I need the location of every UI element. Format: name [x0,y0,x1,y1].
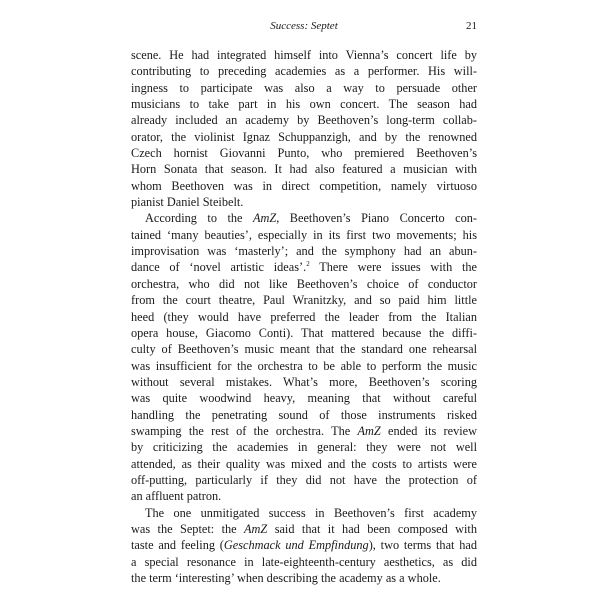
text-line: attended, as their quality was mixed and the costs to artists were [131,456,477,471]
text-line: ingness to participate was also a way to persuade other [131,80,477,95]
page-number: 21 [466,20,477,32]
text-line: off-putting, particularly if they did not have the protection of [131,472,477,487]
paragraph-1 [131,47,477,210]
paragraph-3 [131,505,477,587]
text-line: dance of ‘novel artistic ideas’.$^2$ There were issues with the [131,260,477,275]
paragraph-2 [131,210,477,504]
text-line: was quite woodwind heavy, meaning that without careful [131,391,477,406]
text-line: a special resonance in late-eighteenth-century aesthetics, as did [131,554,477,569]
text-line: without several mistakes. What’s more, Beethoven’s scoring [131,374,477,389]
book-page [131,18,477,586]
text-line: culty of Beethoven’s music meant that the standard one rehearsal [131,342,477,357]
text-line: orchestra, who did not like Beethoven’s choice of conductor [131,276,477,291]
footnote-marker: 2 [306,260,310,269]
text-line: the term ‘interesting’ when describing the academy as a whole. [131,571,441,585]
text-line: was the Septet: the AmZ said that it had been composed with [131,521,478,536]
text-line: tained ‘many beauties’, especially in its first two movements; his [131,227,477,242]
running-head [131,18,477,34]
text-line: by criticizing the academies in general: they were not well [131,440,477,455]
text-line: orator, the violinist Ignaz Schuppanzigh, and by the renowned [131,129,477,144]
text-line: was insufficient for the orchestra to be able to perform the music [131,358,477,373]
text-line: According to the AmZ, Beethoven’s Piano Concerto con- [145,211,477,226]
text-line: Horn Sonata that season. It had also featured a musician with [131,162,477,177]
running-title: Success: Septet [270,20,338,32]
italic-amz: AmZ [357,423,381,438]
text-line: opera house, Giacomo Conti). That mattered because the diffi- [131,325,477,340]
text-line: contributing to preceding academies as a performer. His will- [131,64,477,79]
text-line: handling the penetrating sound of those instruments risked [131,407,477,422]
text-line: pianist Daniel Steibelt. [131,195,244,210]
italic-german-phrase: Geschmack und Empfindung [223,538,369,553]
text-line: musicians to take part in his own concert. The season had [131,97,477,112]
text-line: The one unmitigated success in Beethoven’s first academy [145,505,477,520]
italic-amz: AmZ [252,211,277,226]
text-line: an affluent patron. [131,489,222,504]
text-line: scene. He had integrated himself into Vienna’s concert life by [131,48,477,62]
text-line: swamping the rest of the orchestra. The AmZ ended its review [131,423,477,438]
italic-amz: AmZ [244,521,268,536]
text-line: already included an academy by Beethoven’s long-term collab- [131,113,477,128]
text-line: Czech hornist Giovanni Punto, who premiered Beethoven’s [131,146,477,161]
body-text [131,47,477,586]
text-line: whom Beethoven was in direct competition, namely virtuoso [131,178,477,193]
text-line: taste and feeling (Geschmack und Empfindung), two terms that had [131,538,477,553]
text-line: from the court theatre, Paul Wranitzky, and so paid him little [131,293,477,308]
text-line: heed (they would have preferred the leader from the Italian [131,309,477,324]
text-line: improvisation was ‘masterly’; and the symphony had an abun- [131,244,477,259]
